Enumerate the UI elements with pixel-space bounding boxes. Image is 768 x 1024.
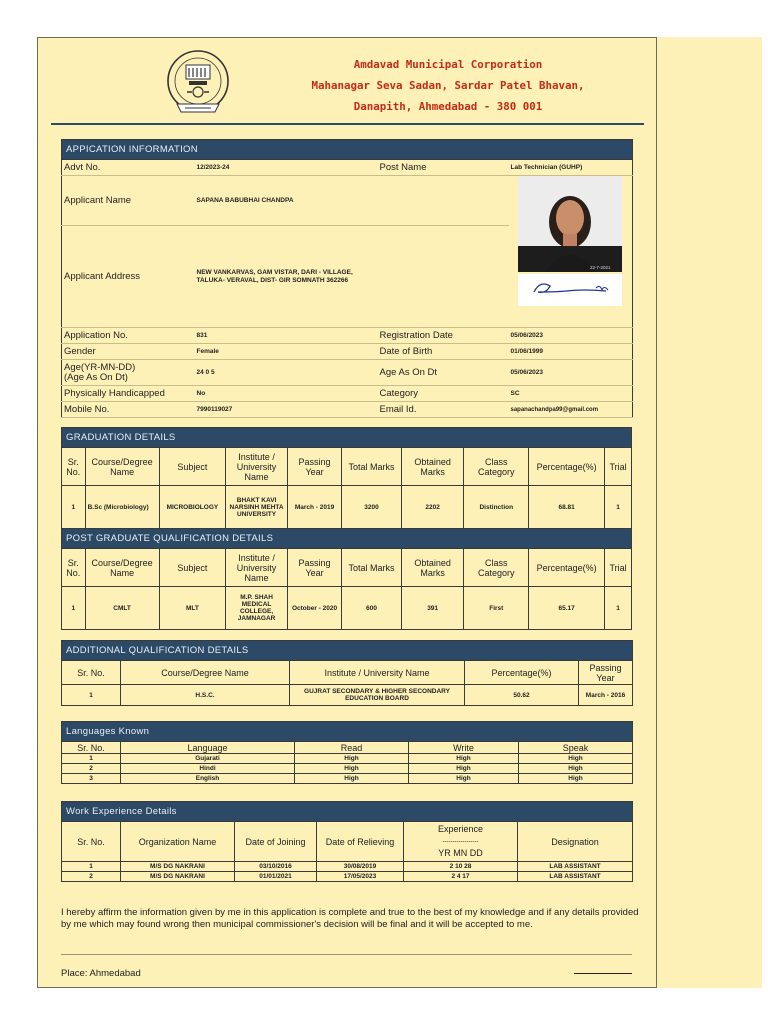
col-header: Sr. No. (62, 448, 86, 486)
col-header: Organization Name (121, 822, 235, 862)
applicant-photo (518, 176, 622, 306)
col-header: Obtained Marks (401, 448, 464, 486)
age-value: 24 0 5 (196, 369, 215, 376)
cell: BHAKT KAVI NARSINH MEHTA UNIVERSITY (226, 486, 288, 529)
header-line-3: Danapith, Ahmedabad - 380 001 (353, 100, 543, 113)
cell: M.P. SHAH MEDICAL COLLEGE, JAMNAGAR (226, 587, 288, 630)
header-divider (51, 123, 644, 125)
header-line-1: Amdavad Municipal Corporation (353, 58, 543, 71)
cell: 1 (605, 486, 632, 529)
header-line-2: Mahanagar Seva Sadan, Sardar Patel Bhavan, (311, 79, 585, 92)
amc-emblem-logo (165, 48, 231, 118)
col-header: Passing Year (287, 549, 341, 587)
cell: 1 (62, 587, 86, 630)
cell: High (295, 764, 409, 774)
col-header: Speak (519, 742, 633, 754)
ph-value: No (196, 390, 206, 397)
col-header: Designation (518, 822, 633, 862)
col-header: Passing Year (287, 448, 341, 486)
work-header-row (62, 822, 633, 862)
col-header: Class Category (464, 448, 529, 486)
languages-header-row (62, 742, 633, 754)
col-header: Total Marks (342, 549, 402, 587)
cell: MLT (159, 587, 226, 630)
gender-label: Gender (64, 346, 96, 357)
col-header: Trial (605, 549, 632, 587)
experience-units: YR MN DD (438, 848, 483, 858)
section-title: Languages Known (62, 722, 633, 742)
page-margin-strip (657, 37, 762, 988)
regdate-label: Registration Date (379, 330, 453, 341)
regdate-value: 05/06/2023 (510, 332, 544, 339)
signature-line (574, 973, 632, 974)
section-title: ADDITIONAL QUALIFICATION DETAILS (62, 641, 633, 661)
col-header: Course/Degree Name (85, 549, 159, 587)
col-header: Class Category (464, 549, 529, 587)
corporation-header (288, 54, 608, 117)
cell: High (519, 754, 633, 764)
address-label: Applicant Address (64, 271, 141, 282)
cell: High (409, 764, 519, 774)
post-label: Post Name (379, 162, 427, 173)
graduation-section (61, 427, 632, 630)
age-label-line-2: (Age As On Dt) (64, 371, 128, 383)
col-header: Read (295, 742, 409, 754)
table-row (62, 754, 633, 764)
col-header: Trial (605, 448, 632, 486)
cell: March - 2019 (287, 486, 341, 529)
ageon-value: 05/06/2023 (510, 369, 544, 376)
post-value: Lab Technician (GUHP) (510, 164, 583, 171)
cell: English (121, 774, 295, 784)
cell: High (409, 774, 519, 784)
cell: 1 (605, 587, 632, 630)
application-info-section (61, 139, 632, 418)
cell: 1 (62, 862, 121, 872)
appno-label: Application No. (64, 330, 128, 341)
col-header: Write (409, 742, 519, 754)
cell: 2 10 28 (404, 862, 518, 872)
appno-value: 831 (196, 332, 208, 339)
cell: LAB ASSISTANT (518, 862, 633, 872)
col-header: Date of Joining (235, 822, 317, 862)
address-value: NEW VANKARVAS, GAM VISTAR, DARI - VILLAGE, TALUKA- VERAVAL, DIST- GIR SOMNATH 362266 (196, 268, 353, 284)
dob-label: Date of Birth (379, 346, 433, 357)
col-header: Total Marks (342, 448, 402, 486)
cell: 2 4 17 (404, 872, 518, 882)
cell: M/S DG NAKRANI (121, 862, 235, 872)
mobile-value: 7990119027 (196, 406, 233, 413)
cell: CMLT (85, 587, 159, 630)
cell: 50.62 (465, 685, 579, 706)
gender-value: Female (196, 348, 219, 355)
col-header: Institute / University Name (226, 549, 288, 587)
col-header: Passing Year (579, 661, 633, 685)
cell: High (519, 764, 633, 774)
table-row (62, 685, 633, 706)
postgrad-header-row (62, 549, 632, 587)
additional-header-row (62, 661, 633, 685)
section-title: Work Experience Details (62, 802, 633, 822)
experience-dashes: ------------------ (442, 839, 479, 845)
cell: High (295, 754, 409, 764)
cell: 1 (62, 754, 121, 764)
col-header: Date of Relieving (317, 822, 404, 862)
ageon-label: Age As On Dt (379, 367, 438, 378)
experience-header (404, 822, 518, 862)
col-header: Obtained Marks (401, 549, 464, 587)
section-title: GRADUATION DETAILS (62, 428, 632, 448)
col-header: Sr. No. (62, 742, 121, 754)
col-header: Sr. No. (62, 549, 86, 587)
svg-text:22-7-2021: 22-7-2021 (590, 265, 611, 270)
cell: High (409, 754, 519, 764)
age-label (62, 360, 195, 386)
section-title: POST GRADUATE QUALIFICATION DETAILS (62, 529, 632, 549)
name-label: Applicant Name (64, 195, 132, 206)
cell: 2 (62, 872, 121, 882)
table-row (62, 486, 632, 529)
cell: 1 (62, 486, 86, 529)
cell: First (464, 587, 529, 630)
email-value: sapanachandpa99@gmail.com (510, 406, 599, 413)
cell: MICROBIOLOGY (159, 486, 226, 529)
cell: March - 2016 (579, 685, 633, 706)
cell: B.Sc (Microbiology) (85, 486, 159, 529)
cell: October - 2020 (287, 587, 341, 630)
age-label-line-1: Age(YR-MN-DD) (64, 361, 136, 373)
cell: 30/08/2019 (317, 862, 404, 872)
ph-label: Physically Handicapped (64, 388, 165, 399)
cell: 68.81 (529, 486, 605, 529)
declaration-text: I hereby affirm the information given by me in this application is complete and true to the best of my knowledge and if any details provided by me which may found wrong then municipal commissioner's decision will be final and it will be accepted to me. (61, 907, 639, 930)
table-row (62, 862, 633, 872)
col-header: Percentage(%) (465, 661, 579, 685)
col-header: Subject (159, 549, 226, 587)
col-header: Institute / University Name (290, 661, 465, 685)
table-row (62, 764, 633, 774)
cell: LAB ASSISTANT (518, 872, 633, 882)
cell: GUJRAT SECONDARY & HIGHER SECONDARY EDUCATION BOARD (290, 685, 465, 706)
cell: 2 (62, 764, 121, 774)
advt-value: 12/2023-24 (196, 164, 230, 171)
advt-label: Advt No. (64, 162, 101, 173)
col-header: Subject (159, 448, 226, 486)
col-header: Percentage(%) (529, 549, 605, 587)
cell: 1 (62, 685, 121, 706)
dob-value: 01/06/1999 (510, 348, 544, 355)
cell: Hindi (121, 764, 295, 774)
cell: High (295, 774, 409, 784)
cell: M/S DG NAKRANI (121, 872, 235, 882)
cell: 3200 (342, 486, 402, 529)
name-value: SAPANA BABUBHAI CHANDPA (196, 197, 294, 204)
col-header: Sr. No. (62, 661, 121, 685)
table-row (62, 587, 632, 630)
email-label: Email Id. (379, 404, 417, 415)
declaration-divider (61, 954, 632, 955)
col-header: Sr. No. (62, 822, 121, 862)
mobile-label: Mobile No. (64, 404, 110, 415)
cell: 3 (62, 774, 121, 784)
cell: 17/05/2023 (317, 872, 404, 882)
table-row (62, 774, 633, 784)
work-experience-section (61, 801, 632, 882)
col-header: Experience (437, 824, 484, 834)
cell: 65.17 (529, 587, 605, 630)
additional-qualification-section (61, 640, 632, 706)
col-header: Course/Degree Name (85, 448, 159, 486)
cell: 600 (342, 587, 402, 630)
table-row (62, 872, 633, 882)
cell: 03/10/2016 (235, 862, 317, 872)
cell: High (519, 774, 633, 784)
col-header: Percentage(%) (529, 448, 605, 486)
cell: 2202 (401, 486, 464, 529)
category-value: SC (510, 390, 520, 397)
application-form (37, 37, 657, 988)
cell: Gujarati (121, 754, 295, 764)
cell: 01/01/2021 (235, 872, 317, 882)
cell: 391 (401, 587, 464, 630)
cell: H.S.C. (121, 685, 290, 706)
graduation-header-row (62, 448, 632, 486)
languages-section (61, 721, 632, 784)
col-header: Language (121, 742, 295, 754)
category-label: Category (379, 388, 419, 399)
cell: Distinction (464, 486, 529, 529)
section-title: APPICATION INFORMATION (62, 140, 633, 160)
col-header: Institute / University Name (226, 448, 288, 486)
col-header: Course/Degree Name (121, 661, 290, 685)
place-text: Place: Ahmedabad (61, 968, 141, 979)
